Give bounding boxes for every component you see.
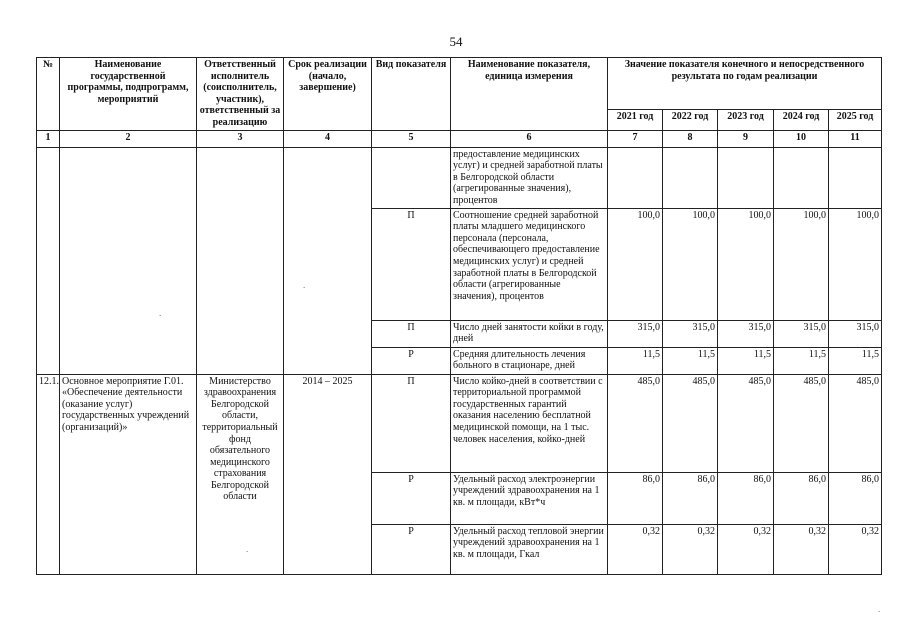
value-2025 — [829, 147, 882, 208]
col-number: 9 — [718, 130, 774, 147]
value-2023: 86,0 — [718, 472, 774, 524]
cell-no-empty — [37, 147, 60, 374]
indicator-name: Средняя длительность лечения больного в стационаре, дней — [451, 347, 608, 374]
indicator-name: Удельный расход тепловой энергии учреждений здравоохранения на 1 кв. м площади, Гкал — [451, 524, 608, 574]
scan-speck: . — [303, 280, 306, 290]
col-number: 1 — [37, 130, 60, 147]
header-values-group: Значение показателя конечного и непосредственного результата по годам реализации — [608, 58, 882, 110]
activity-executor: Министерство здравоохранения Белгородской области, территориальный фонд обязательного медицинского страхования Белгородской области — [197, 374, 284, 574]
header-row — [37, 58, 882, 110]
value-2024: 86,0 — [774, 472, 829, 524]
value-2024: 0,32 — [774, 524, 829, 574]
value-2023: 0,32 — [718, 524, 774, 574]
scan-speck: . — [878, 604, 881, 614]
activity-number: 12.1. — [37, 374, 60, 574]
scan-speck: . — [159, 308, 162, 318]
col-number: 3 — [197, 130, 284, 147]
col-number: 7 — [608, 130, 663, 147]
indicator-type: П — [372, 374, 451, 472]
value-2023: 11,5 — [718, 347, 774, 374]
value-2025: 86,0 — [829, 472, 882, 524]
header-term: Срок реализации (начало, завершение) — [284, 58, 372, 131]
value-2021: 100,0 — [608, 208, 663, 320]
table-row — [37, 374, 882, 472]
col-number: 2 — [60, 130, 197, 147]
value-2024 — [774, 147, 829, 208]
scan-speck: . — [246, 544, 249, 554]
col-number: 5 — [372, 130, 451, 147]
value-2023: 485,0 — [718, 374, 774, 472]
value-2022: 0,32 — [663, 524, 718, 574]
value-2023: 315,0 — [718, 320, 774, 347]
col-number: 6 — [451, 130, 608, 147]
value-2021: 11,5 — [608, 347, 663, 374]
indicator-name: Соотношение средней заработной платы младшего медицинского персонала (персонала, обеспечивающего предоставление медицинских услуг) и средней заработной платы в Белгородской области (агрегированные значения), процентов — [451, 208, 608, 320]
value-2021: 315,0 — [608, 320, 663, 347]
value-2024: 11,5 — [774, 347, 829, 374]
value-2021: 86,0 — [608, 472, 663, 524]
value-2022: 315,0 — [663, 320, 718, 347]
column-numbers-row — [37, 130, 882, 147]
value-2022: 11,5 — [663, 347, 718, 374]
value-2022: 100,0 — [663, 208, 718, 320]
value-2025: 485,0 — [829, 374, 882, 472]
indicator-name: предоставление медицинских услуг) и средней заработной платы в Белгородской области (агрегированные значения), процентов — [451, 147, 608, 208]
header-year-2025: 2025 год — [829, 109, 882, 130]
value-2022: 86,0 — [663, 472, 718, 524]
indicator-name: Число койко-дней в соответствии с территориальной программой государственных гарантий оказания населению бесплатной медицинской помощи, на 1 тыс. человек населения, койко-дней — [451, 374, 608, 472]
indicator-type: Р — [372, 472, 451, 524]
header-year-2022: 2022 год — [663, 109, 718, 130]
value-2025: 315,0 — [829, 320, 882, 347]
indicator-type: Р — [372, 524, 451, 574]
header-name: Наименование государственной программы, подпрограмм, мероприятий — [60, 58, 197, 131]
header-year-2023: 2023 год — [718, 109, 774, 130]
value-2024: 100,0 — [774, 208, 829, 320]
value-2025: 11,5 — [829, 347, 882, 374]
col-number: 8 — [663, 130, 718, 147]
value-2025: 0,32 — [829, 524, 882, 574]
col-number: 10 — [774, 130, 829, 147]
indicator-type: Р — [372, 347, 451, 374]
col-number: 4 — [284, 130, 372, 147]
header-executor: Ответственный исполнитель (соисполнитель, участник), ответственный за реализацию — [197, 58, 284, 131]
value-2022: 485,0 — [663, 374, 718, 472]
header-no: № — [37, 58, 60, 131]
value-2021: 0,32 — [608, 524, 663, 574]
cell-name-empty — [60, 147, 197, 374]
value-2024: 485,0 — [774, 374, 829, 472]
indicators-table — [36, 57, 882, 575]
col-number: 11 — [829, 130, 882, 147]
indicator-type — [372, 147, 451, 208]
header-year-2021: 2021 год — [608, 109, 663, 130]
cell-term-empty — [284, 147, 372, 374]
activity-term: 2014 – 2025 — [284, 374, 372, 574]
indicator-name: Число дней занятости койки в году, дней — [451, 320, 608, 347]
header-type: Вид показателя — [372, 58, 451, 131]
cell-executor-empty — [197, 147, 284, 374]
indicator-type: П — [372, 208, 451, 320]
table-row — [37, 147, 882, 208]
value-2022 — [663, 147, 718, 208]
header-year-2024: 2024 год — [774, 109, 829, 130]
value-2024: 315,0 — [774, 320, 829, 347]
value-2023: 100,0 — [718, 208, 774, 320]
indicator-name: Удельный расход электроэнергии учреждений здравоохранения на 1 кв. м площади, кВт*ч — [451, 472, 608, 524]
value-2021 — [608, 147, 663, 208]
value-2021: 485,0 — [608, 374, 663, 472]
value-2025: 100,0 — [829, 208, 882, 320]
page-number: 54 — [449, 34, 463, 49]
value-2023 — [718, 147, 774, 208]
activity-name: Основное мероприятие Г.01. «Обеспечение деятельности (оказание услуг) государственных учреждений (организаций)» — [60, 374, 197, 574]
indicator-type: П — [372, 320, 451, 347]
header-indicator: Наименование показателя, единица измерения — [451, 58, 608, 131]
